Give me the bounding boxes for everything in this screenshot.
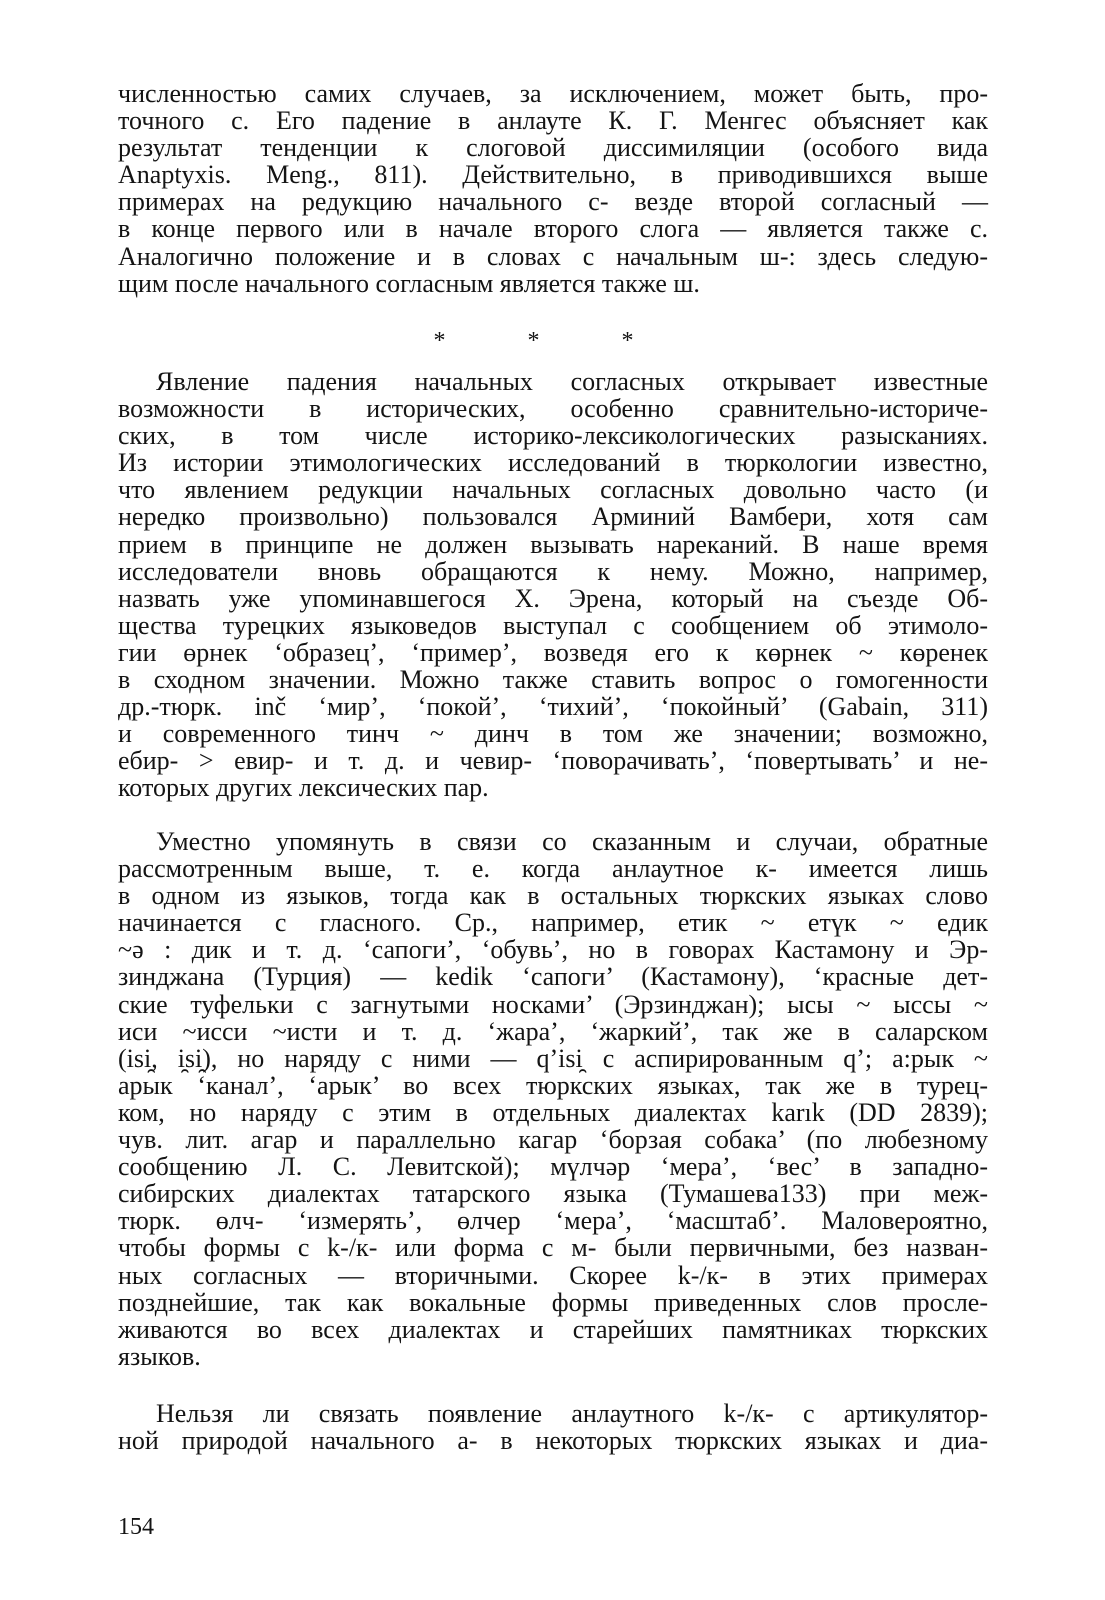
text-line: арык ‘канал’, ‘арык’ во всех тюркских языках, так же в турец-	[118, 1070, 988, 1100]
paragraph-3	[118, 828, 988, 1370]
text-line: Anaptyxis. Meng., 811). Действительно, в приводившихся выше	[118, 160, 988, 190]
text-line: чув. лит. агар и параллельно кагар ‘борзая собака’ (по любезному	[118, 1125, 988, 1155]
paragraph-4	[118, 1400, 988, 1454]
text-line: щества турецких языковедов выступал с сообщением об этимоло-	[118, 610, 988, 640]
text-line: тюрк. өлч- ‘измерять’, өлчер ‘мера’, ‘масштаб’. Маловероятно,	[118, 1206, 988, 1236]
text-line: назвать уже упоминавшегося Х. Эрена, который на съезде Об-	[118, 583, 988, 613]
text-line: живаются во всех диалектах и старейших памятниках тюркских	[118, 1314, 988, 1344]
text-line: Аналогично положение и в словах с начальным ш-: здесь следую-	[118, 241, 988, 271]
text-line: иси ~исси ~исти и т. д. ‘жара’, ‘жаркий’, так же в саларском	[118, 1016, 988, 1046]
text-line: начинается с гласного. Ср., например, етик ~ етүк ~ едик	[118, 908, 988, 938]
text-line: чтобы формы с k-/к- или форма с м- были первичными, без назван-	[118, 1233, 988, 1263]
text-line: и современного тинч ~ динч в том же значении; возможно,	[118, 719, 988, 749]
text-line: сибирских диалектах татарского языка (Тумашева133) при меж-	[118, 1179, 988, 1209]
text-line: (isi̯, i̯si̯), но наряду с ними — q’isi̯ с аспирированным q’; а:рык ~	[118, 1043, 988, 1073]
text-line: Уместно упомянуть в связи со сказанным и случаи, обратные	[156, 827, 988, 856]
text-line: зинджана (Турция) — kedik ‘сапоги’ (Кастамону), ‘красные дет-	[118, 962, 988, 992]
text-line: прием в принципе не должен вызывать нареканий. В наше время	[118, 529, 988, 559]
text-line: возможности в исторических, особенно сравнительно-историче-	[118, 394, 988, 424]
text-line: Из истории этимологических исследований в тюркологии известно,	[118, 448, 988, 478]
text-line: что явлением редукции начальных согласных довольно часто (и	[118, 475, 988, 505]
text-line: ком, но наряду с этим в отдельных диалектах karık (DD 2839);	[118, 1097, 988, 1127]
text-line: рассмотренным выше, т. е. когда анлаутное к- имеется лишь	[118, 854, 988, 884]
text-line: результат тенденции к слоговой диссимиляции (особого вида	[118, 133, 988, 163]
text-line: языков.	[118, 1341, 201, 1371]
text-line: гии өрнек ‘образец’, ‘пример’, возведя его к көрнек ~ көренек	[118, 637, 988, 667]
section-separator: * * *	[433, 328, 672, 354]
text-line: сообщению Л. С. Левитской); мүлчәр ‘мера’, ‘вес’ в западно-	[118, 1152, 988, 1182]
text-line: в сходном значении. Можно также ставить вопрос о гомогенности	[118, 665, 988, 695]
text-line: щим после начального согласным является также ш.	[118, 268, 700, 298]
text-line: Явление падения начальных согласных открывает известные	[156, 367, 988, 396]
text-line: позднейшие, так как вокальные формы приведенных слов просле-	[118, 1287, 988, 1317]
text-line: точного с. Его падение в анлауте К. Г. Менгес объясняет как	[118, 106, 988, 136]
text-line: ных согласных — вторичными. Скорее k-/к- в этих примерах	[118, 1260, 988, 1290]
text-line: которых других лексических пар.	[118, 773, 489, 803]
text-line: в одном из языков, тогда как в остальных тюркских языках слово	[118, 881, 988, 911]
text-line: примерах на редукцию начального с- везде второй согласный —	[118, 187, 988, 217]
text-line: ских, в том числе историко-лексикологических разысканиях.	[118, 421, 988, 451]
text-line: исследователи вновь обращаются к нему. Можно, например,	[118, 556, 988, 586]
text-line: Нельзя ли связать появление анлаутного k-/к- с артикулятор-	[156, 1399, 988, 1428]
paragraph-1	[118, 80, 988, 297]
paragraph-2	[118, 368, 988, 802]
text-line: др.-тюрк. inč ‘мир’, ‘покой’, ‘тихий’, ‘покойный’ (Gabain, 311)	[118, 692, 988, 722]
text-line: ~ә : дик и т. д. ‘сапоги’, ‘обувь’, но в говорах Кастамону и Эр-	[118, 935, 988, 965]
text-line: в конце первого или в начале второго слога — является также с.	[118, 214, 988, 244]
text-line: ебир- > евир- и т. д. и чевир- ‘поворачивать’, ‘повертывать’ и не-	[118, 746, 988, 776]
text-line: численностью самих случаев, за исключением, может быть, про-	[118, 79, 988, 108]
text-line: ские туфельки с загнутыми носками’ (Эрзинджан); ысы ~ ыссы ~	[118, 989, 988, 1019]
text-line: ной природой начального а- в некоторых тюркских языках и диа-	[118, 1426, 988, 1456]
text-line: нередко произвольно) пользовался Арминий Вамбери, хотя сам	[118, 502, 988, 532]
page-number: 154	[118, 1514, 154, 1540]
